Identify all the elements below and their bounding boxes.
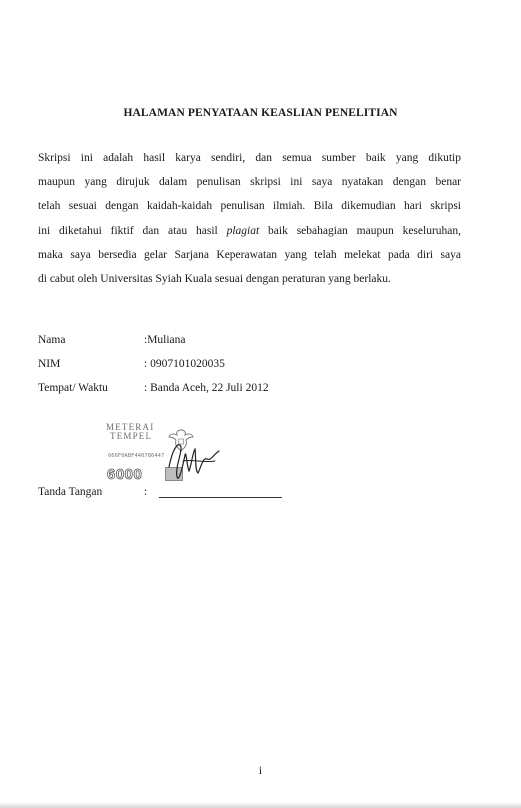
name-value: :Muliana — [144, 334, 186, 346]
paragraph-line-4 — [38, 219, 461, 243]
signature-line — [159, 497, 282, 498]
nim-label: NIM — [38, 358, 61, 370]
paragraph-line-4-start: ini diketahui fiktif dan atau hasil — [38, 224, 227, 237]
name-label: Nama — [38, 334, 66, 346]
page-number: i — [258, 765, 263, 777]
paragraph-line-5: maka saya bersedia gelar Sarjana Keperawatan yang telah melekat pada diri saya — [38, 248, 461, 261]
signature-label: Tanda Tangan — [38, 486, 103, 498]
paragraph-line-4-end: baik sebahagian maupun keseluruhan, — [259, 224, 462, 237]
place-time-row — [38, 380, 438, 396]
handwritten-signature — [163, 437, 223, 487]
stamp-title — [106, 423, 154, 441]
paragraph-line-2: maupun yang dirujuk dalam penulisan skripsi ini saya nyatakan dengan benar — [38, 176, 461, 189]
paragraph-line-1: Skripsi ini adalah hasil karya sendiri, dan semua sumber baik yang dikutip — [38, 152, 461, 164]
stamp-title-line-2: TEMPEL — [110, 431, 153, 441]
plagiat-term: plagiat — [226, 224, 260, 237]
stamp-serial: 666F0ABF440786447 — [108, 453, 165, 459]
nim-value: : 0907101020035 — [144, 358, 225, 370]
name-row — [38, 332, 438, 348]
paragraph-line-6: di cabut oleh Universitas Syiah Kuala sesuai dengan peraturan yang berlaku. — [38, 272, 391, 285]
stamp-title-line-1: METERAI — [106, 422, 155, 432]
paragraph-line-3: telah sesuai dengan kaidah-kaidah penulisan ilmiah. Bila dikemudian hari skripsi — [38, 200, 461, 213]
stamp-value: 6000 — [107, 466, 143, 483]
signature-row — [38, 484, 298, 500]
nim-row — [38, 356, 438, 372]
page-edge — [0, 802, 521, 808]
statement-paragraph — [38, 146, 461, 291]
place-time-label: Tempat/ Waktu — [38, 382, 108, 394]
place-time-value: : Banda Aceh, 22 Juli 2012 — [144, 382, 269, 394]
signature-colon: : — [144, 486, 148, 498]
page-title: HALAMAN PENYATAAN KEASLIAN PENELITIAN — [123, 107, 398, 119]
